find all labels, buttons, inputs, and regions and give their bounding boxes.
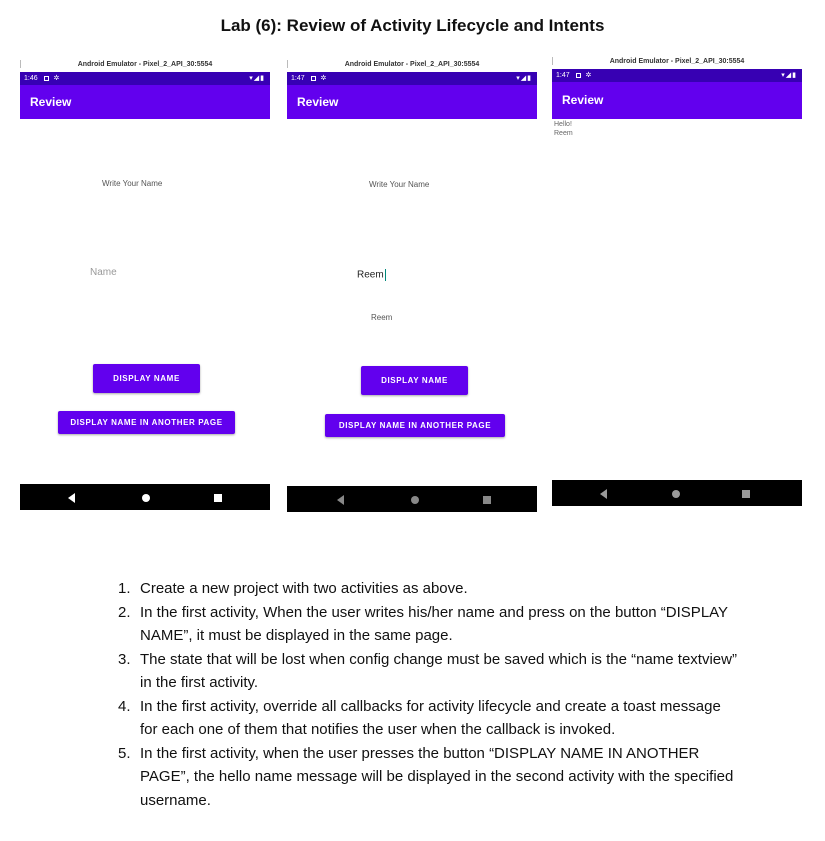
emulator-screen-1 xyxy=(20,58,270,511)
status-bar xyxy=(287,72,537,85)
display-name-another-page-button[interactable]: DISPLAY NAME IN ANOTHER PAGE xyxy=(58,411,235,434)
hello-message xyxy=(554,120,573,138)
list-item: 1. Create a new project with two activities as above. xyxy=(118,580,468,597)
nav-bar xyxy=(287,486,537,512)
signal-icon: ◢ xyxy=(520,75,528,82)
text-cursor xyxy=(385,269,386,281)
list-item: 4. In the first activity, override all callbacks for activity lifecycle and create a toast message for each one of them that notifies the user when the callback is invoked. xyxy=(118,697,721,738)
back-icon[interactable] xyxy=(600,489,607,499)
signal-icon: ◢ xyxy=(253,75,261,82)
name-input[interactable]: Reem xyxy=(357,269,384,281)
emulator-screen-3 xyxy=(552,55,802,506)
display-name-another-page-button[interactable]: DISPLAY NAME IN ANOTHER PAGE xyxy=(325,414,505,437)
gear-icon: ✲ xyxy=(320,75,327,82)
gear-icon: ✲ xyxy=(53,75,60,82)
instruction-list xyxy=(118,577,738,812)
hello-text: Hello! xyxy=(554,121,572,128)
recents-icon[interactable] xyxy=(742,490,750,498)
nav-bar xyxy=(552,480,802,506)
status-icons xyxy=(516,72,532,85)
home-icon[interactable] xyxy=(672,490,680,498)
signal-icon: ◢ xyxy=(785,72,793,79)
battery-icon: ▮ xyxy=(527,75,532,82)
back-icon[interactable] xyxy=(337,495,344,505)
list-item: 5. In the first activity, when the user presses the button “DISPLAY NAME IN ANOTHER PAGE”, the hello name message will be displayed in the second activity with the specified username. xyxy=(118,744,734,809)
battery-icon: ▮ xyxy=(792,72,797,79)
battery-icon: ▮ xyxy=(260,75,265,82)
status-icons xyxy=(249,72,265,85)
emulator-window-title: Android Emulator - Pixel_2_API_30:5554 xyxy=(552,55,802,69)
list-item: 2. In the first activity, When the user writes his/her name and press on the button “DISPLAY NAME”, it must be displayed in the same page. xyxy=(118,603,728,644)
emulator-window-title: Android Emulator - Pixel_2_API_30:5554 xyxy=(20,58,270,72)
recents-icon[interactable] xyxy=(214,494,222,502)
display-name-button[interactable]: DISPLAY NAME xyxy=(361,366,468,395)
notification-icon xyxy=(44,76,49,81)
home-icon[interactable] xyxy=(142,494,150,502)
app-bar-title: Review xyxy=(287,85,537,119)
notification-icon xyxy=(311,76,316,81)
display-name-button[interactable]: DISPLAY NAME xyxy=(93,364,200,393)
app-bar-title: Review xyxy=(552,82,802,119)
back-icon[interactable] xyxy=(68,493,75,503)
home-icon[interactable] xyxy=(411,496,419,504)
hello-username: Reem xyxy=(554,130,573,137)
status-time: 1:46 xyxy=(24,75,38,82)
status-icons xyxy=(781,69,797,82)
status-time: 1:47 xyxy=(291,75,305,82)
list-item: 3. The state that will be lost when config change must be saved which is the “name textview” in the first activity. xyxy=(118,650,737,691)
status-bar xyxy=(552,69,802,82)
status-bar xyxy=(20,72,270,85)
displayed-name: Reem xyxy=(371,313,393,322)
nav-bar xyxy=(20,484,270,510)
notification-icon xyxy=(576,73,581,78)
emulator-screen-2 xyxy=(287,58,537,513)
wifi-icon: ▾ xyxy=(249,75,254,82)
wifi-icon: ▾ xyxy=(516,75,521,82)
name-input[interactable]: Name xyxy=(90,267,117,278)
gear-icon: ✲ xyxy=(585,72,592,79)
prompt-label: Write Your Name xyxy=(102,179,163,188)
page-heading: Lab (6): Review of Activity Lifecycle and Intents xyxy=(220,16,605,35)
emulator-window-title: Android Emulator - Pixel_2_API_30:5554 xyxy=(287,58,537,72)
recents-icon[interactable] xyxy=(483,496,491,504)
status-time: 1:47 xyxy=(556,72,570,79)
app-bar-title: Review xyxy=(20,85,270,119)
prompt-label: Write Your Name xyxy=(369,180,430,189)
wifi-icon: ▾ xyxy=(781,72,786,79)
